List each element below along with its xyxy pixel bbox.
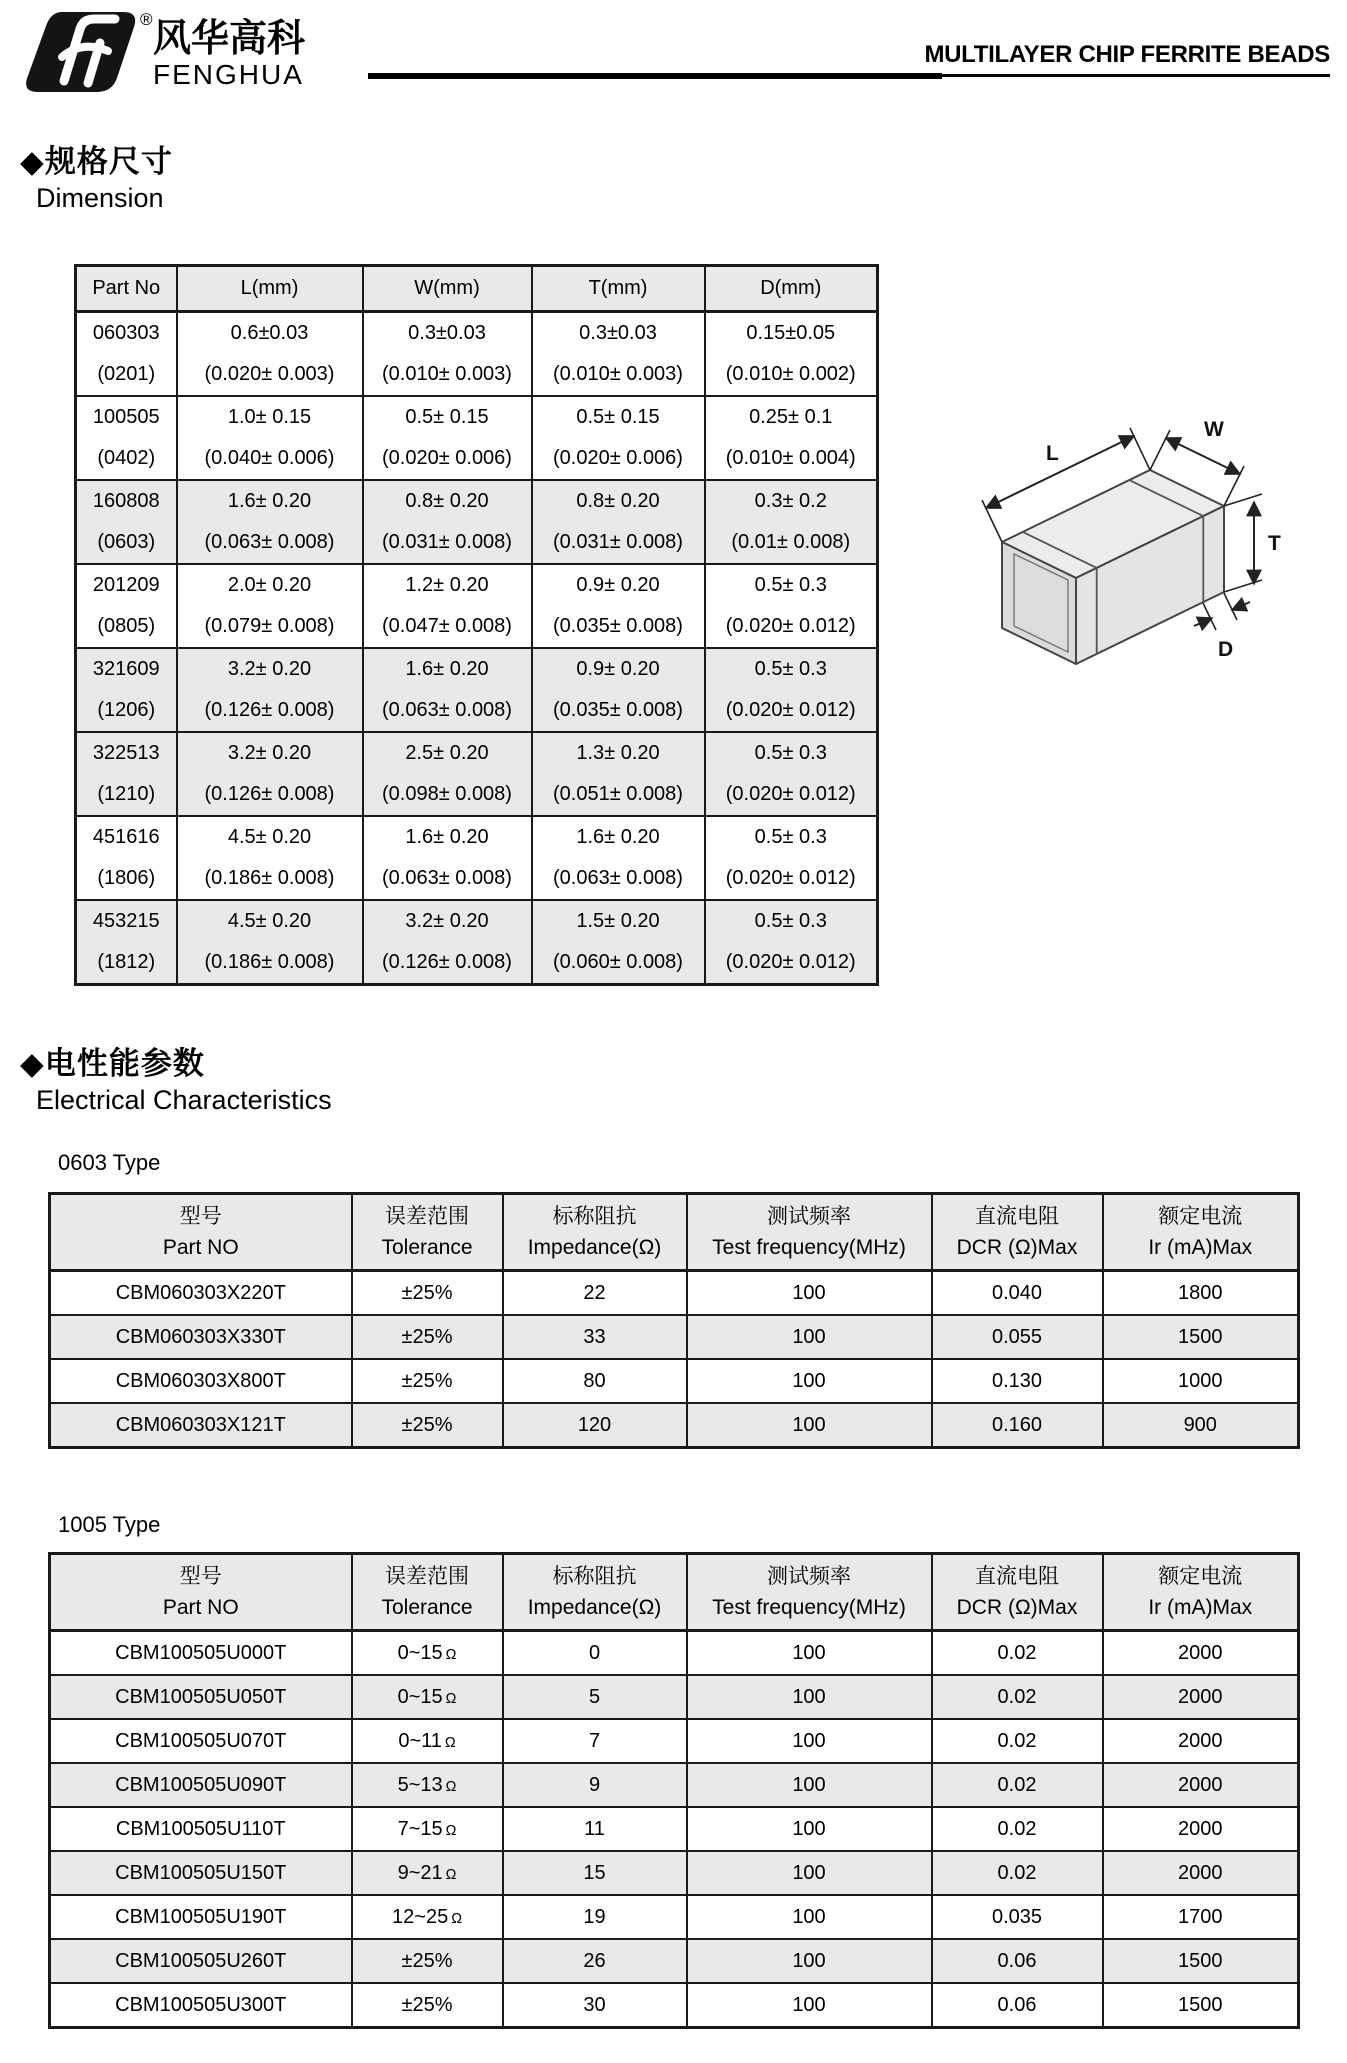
dimension-cell [532,564,705,648]
dimension-cell-line: 100505 [92,406,160,428]
dimension-cell [532,816,705,900]
spec-cell: ±25% [352,1359,503,1403]
spec-cell: 30 [503,1983,687,2028]
dimension-cell [76,564,177,648]
dimension-cell [76,732,177,816]
dimension-cell-line: 0.9± 0.20 [576,658,660,680]
spec-table-row [50,1939,1299,1983]
dimension-cell [177,648,363,732]
header-rule-thick [368,73,942,79]
dimension-cell-line: 0.9± 0.20 [576,574,660,596]
dimension-cell [363,816,532,900]
electrical-heading-cn: ◆电性能参数 [20,1046,205,1081]
dimension-table-row [76,900,878,985]
dimension-cell-line: (0.063± 0.008) [382,699,512,721]
spec-table-0603-body [50,1271,1299,1448]
dimension-cell-line: 0.5± 0.15 [576,406,660,428]
type-label-1005: 1005 Type [58,1512,161,1537]
dimension-cell-line: 0.5± 0.3 [754,826,827,848]
dimension-cell [76,900,177,985]
spec-cell: 120 [503,1403,687,1448]
spec-cell: 7~15 Ω [352,1807,503,1851]
dimension-cell [177,480,363,564]
spec-cell: 0.035 [932,1895,1103,1939]
dimension-table-row [76,564,878,648]
dimension-cell [363,480,532,564]
spec-cell: CBM100505U300T [50,1983,352,2028]
dimension-cell-line: (0.063± 0.008) [553,867,683,889]
dimension-cell [532,312,705,397]
spec-cell: CBM100505U110T [50,1807,352,1851]
dimension-cell-line: 1.0± 0.15 [227,406,312,428]
dimension-cell-line: (0.035± 0.008) [553,699,683,721]
spec-table-row [50,1719,1299,1763]
spec-cell: 5 [503,1675,687,1719]
chip-dimension-diagram [972,414,1317,676]
spec-header-row [50,1554,1299,1631]
dimension-cell-line: (0.010± 0.003) [553,363,683,385]
dimension-cell-line: 4.5± 0.20 [227,826,312,848]
dimension-cell-line: 0.25± 0.1 [749,406,833,428]
spec-table-row [50,1807,1299,1851]
column-header: 误差范围 Tolerance [352,1194,503,1271]
spec-cell: 2000 [1103,1763,1299,1807]
dimension-cell [705,312,878,397]
spec-cell: 0.055 [932,1315,1103,1359]
spec-cell: CBM100505U190T [50,1895,352,1939]
spec-cell: 0.130 [932,1359,1103,1403]
spec-cell: 2000 [1103,1719,1299,1763]
dimension-cell [705,732,878,816]
diagram-label-W: W [1204,418,1224,441]
dimension-cell [705,396,878,480]
dimension-table-row [76,312,878,397]
spec-cell: ±25% [352,1403,503,1448]
dimension-cell [363,312,532,397]
spec-cell: CBM100505U150T [50,1851,352,1895]
spec-cell: 100 [687,1315,932,1359]
dimension-cell-line: (0.098± 0.008) [382,783,512,805]
spec-cell: 11 [503,1807,687,1851]
column-header: 测试频率 Test frequency(MHz) [687,1554,932,1631]
spec-cell: 9~21 Ω [352,1851,503,1895]
dimension-heading-en: Dimension [36,183,164,213]
dimension-cell-line: 3.2± 0.20 [227,742,312,764]
spec-cell: 1500 [1103,1315,1299,1359]
dimension-cell-line: (0.010± 0.004) [725,447,856,469]
spec-cell: 100 [687,1895,932,1939]
dimension-cell-line: (0.079± 0.008) [204,615,335,637]
dimension-heading-cn: ◆规格尺寸 [20,144,173,179]
spec-cell: 1500 [1103,1939,1299,1983]
spec-cell: 12~25 Ω [352,1895,503,1939]
column-header: 额定电流 Ir (mA)Max [1103,1554,1299,1631]
dimension-cell [532,732,705,816]
spec-cell: 100 [687,1271,932,1316]
dimension-cell-line: (0.047± 0.008) [382,615,512,637]
dimension-cell [177,564,363,648]
dimension-cell-line: (0.01± 0.008) [731,531,851,553]
dimension-cell-line: 0.3± 0.2 [754,490,827,512]
spec-table-row [50,1895,1299,1939]
dimension-cell-line: (0201) [97,363,156,385]
spec-cell: 0 [503,1631,687,1676]
spec-cell: 1800 [1103,1271,1299,1316]
dimension-cell-line: (1812) [97,951,156,973]
dimension-cell-line: (0603) [97,531,156,553]
dimension-cell-line: 0.5± 0.15 [405,406,489,428]
dimension-cell-line: 321609 [92,658,160,680]
dimension-cell-line: (0.126± 0.008) [382,951,512,973]
dimension-cell-line: 1.6± 0.20 [405,658,489,680]
electrical-heading-en: Electrical Characteristics [36,1085,332,1115]
spec-cell: 2000 [1103,1675,1299,1719]
spec-table-row [50,1359,1299,1403]
dimension-cell-line: (0402) [97,447,156,469]
dimension-cell-line: (0.186± 0.008) [204,867,335,889]
column-header: 标称阻抗 Impedance(Ω) [503,1194,687,1271]
dimension-cell-line: 1.6± 0.20 [405,826,489,848]
dimension-cell-line: (0.126± 0.008) [204,783,335,805]
column-header: T(mm) [532,266,705,312]
spec-cell: 0.160 [932,1403,1103,1448]
dimension-cell-line: (0.186± 0.008) [204,951,335,973]
spec-table-1005 [48,1552,1300,2029]
column-header: 直流电阻 DCR (Ω)Max [932,1194,1103,1271]
dimension-cell [363,564,532,648]
dimension-cell-line: (0.020± 0.003) [204,363,335,385]
dimension-cell-line: (0.060± 0.008) [553,951,683,973]
spec-cell: 2000 [1103,1851,1299,1895]
column-header: D(mm) [705,266,878,312]
spec-cell: CBM100505U050T [50,1675,352,1719]
document-title: MULTILAYER CHIP FERRITE BEADS [924,41,1330,68]
spec-cell: 80 [503,1359,687,1403]
spec-cell: 26 [503,1939,687,1983]
spec-cell: 100 [687,1675,932,1719]
spec-cell: 7 [503,1719,687,1763]
spec-cell: 0~15 Ω [352,1631,503,1676]
dimension-cell-line: (0.031± 0.008) [553,531,683,553]
brand-name-english: FENGHUA [153,59,304,90]
spec-table-0603 [48,1192,1300,1449]
spec-header-row [50,1194,1299,1271]
dimension-cell [363,648,532,732]
spec-cell: CBM060303X330T [50,1315,352,1359]
dimension-cell-line: 0.5± 0.3 [754,910,827,932]
dimension-table-row [76,396,878,480]
dimension-cell-line: (0.020± 0.006) [382,447,512,469]
type-label-0603: 0603 Type [58,1150,161,1175]
dimension-cell-line: 1.5± 0.20 [576,910,660,932]
spec-cell: 100 [687,1939,932,1983]
spec-cell: 2000 [1103,1631,1299,1676]
spec-cell: 100 [687,1403,932,1448]
spec-table-row [50,1271,1299,1316]
dimension-cell-line: (0.020± 0.012) [725,699,856,721]
dimension-cell-line: 4.5± 0.20 [227,910,312,932]
spec-cell: 0.02 [932,1631,1103,1676]
dimension-cell-line: 0.15±0.05 [746,322,836,344]
dimension-cell [177,900,363,985]
dimension-table-row [76,732,878,816]
spec-cell: 22 [503,1271,687,1316]
spec-cell: 0.02 [932,1719,1103,1763]
column-header: 标称阻抗 Impedance(Ω) [503,1554,687,1631]
dimension-cell [76,480,177,564]
dimension-cell [76,816,177,900]
dimension-cell-line: 2.5± 0.20 [405,742,489,764]
dimension-cell [177,816,363,900]
dimension-cell [76,396,177,480]
dimension-cell-line: 201209 [92,574,160,596]
spec-cell: 1500 [1103,1983,1299,2028]
dimension-cell-line: 0.5± 0.3 [754,742,827,764]
spec-cell: CBM060303X121T [50,1403,352,1448]
diagram-label-D: D [1218,638,1234,661]
dimension-cell [532,480,705,564]
spec-cell: ±25% [352,1939,503,1983]
spec-cell: 1000 [1103,1359,1299,1403]
dimension-cell-line: 1.6± 0.20 [227,490,312,512]
dimension-cell-line: (0.020± 0.012) [725,783,856,805]
spec-cell: ±25% [352,1315,503,1359]
dimension-cell-line: (0.051± 0.008) [553,783,683,805]
dimension-cell [177,396,363,480]
column-header: 直流电阻 DCR (Ω)Max [932,1554,1103,1631]
spec-cell: 9 [503,1763,687,1807]
spec-cell: 100 [687,1983,932,2028]
dimension-cell-line: (0.031± 0.008) [382,531,512,553]
spec-table-row [50,1315,1299,1359]
dimension-cell-line: (0805) [97,615,156,637]
column-header: W(mm) [363,266,532,312]
column-header: 测试频率 Test frequency(MHz) [687,1194,932,1271]
spec-cell: ±25% [352,1271,503,1316]
spec-cell: 100 [687,1631,932,1676]
spec-cell: 0~15 Ω [352,1675,503,1719]
spec-cell: CBM100505U000T [50,1631,352,1676]
dimension-cell [705,900,878,985]
dimension-cell-line: (1206) [97,699,156,721]
dimension-cell [532,648,705,732]
dimension-cell-line: 0.8± 0.20 [405,490,489,512]
spec-cell: 33 [503,1315,687,1359]
spec-table-row [50,1675,1299,1719]
dimension-cell-line: 1.2± 0.20 [405,574,489,596]
spec-cell: ±25% [352,1983,503,2028]
column-header: L(mm) [177,266,363,312]
dimension-cell [363,732,532,816]
spec-cell: 5~13 Ω [352,1763,503,1807]
column-header: 误差范围 Tolerance [352,1554,503,1631]
column-header: Part No [76,266,177,312]
dimension-cell-line: (0.010± 0.003) [382,363,512,385]
fenghua-logo-icon [26,10,138,94]
dimension-cell-line: (1806) [97,867,156,889]
dimension-cell-line: 0.3±0.03 [579,322,657,344]
spec-table-row [50,1763,1299,1807]
dimension-cell-line: 0.5± 0.3 [754,574,827,596]
dimension-cell [363,900,532,985]
spec-cell: 100 [687,1851,932,1895]
header-rule-thin [940,74,1330,77]
dimension-table [74,264,879,986]
dimension-cell-line: 060303 [92,322,160,344]
dimension-cell-line: (0.010± 0.002) [725,363,856,385]
dimension-table-row [76,648,878,732]
registered-trademark-symbol: ® [140,10,153,29]
dimension-cell-line: 3.2± 0.20 [227,658,312,680]
spec-cell: 2000 [1103,1807,1299,1851]
dimension-cell-line: (0.040± 0.006) [204,447,335,469]
brand-name-chinese: 风华高科 [153,18,306,60]
dimension-cell-line: (1210) [97,783,156,805]
dimension-cell [705,480,878,564]
dimension-cell-line: 0.8± 0.20 [576,490,660,512]
spec-table-row [50,1631,1299,1676]
dimension-cell [76,312,177,397]
column-header: 额定电流 Ir (mA)Max [1103,1194,1299,1271]
spec-table-row [50,1403,1299,1448]
dimension-table-row [76,480,878,564]
spec-cell: 0.02 [932,1851,1103,1895]
dimension-cell-line: 451616 [92,826,160,848]
dimension-cell [705,564,878,648]
dimension-cell-line: 0.5± 0.3 [754,658,827,680]
spec-cell: 100 [687,1807,932,1851]
dimension-table-body [76,312,878,985]
spec-cell: CBM060303X220T [50,1271,352,1316]
dimension-cell-line: 322513 [92,742,160,764]
spec-table-1005-body [50,1631,1299,2028]
diagram-label-T: T [1268,532,1281,555]
dimension-cell [532,900,705,985]
column-header: 型号 Part NO [50,1554,352,1631]
dimension-cell-line: (0.020± 0.012) [725,951,856,973]
column-header: 型号 Part NO [50,1194,352,1271]
spec-cell: 100 [687,1763,932,1807]
spec-cell: 0.02 [932,1807,1103,1851]
spec-cell: 0.06 [932,1983,1103,2028]
dimension-cell-line: 0.6±0.03 [230,322,309,344]
dimension-cell-line: 1.6± 0.20 [576,826,660,848]
dimension-cell-line: (0.063± 0.008) [204,531,335,553]
spec-cell: 15 [503,1851,687,1895]
dimension-cell-line: (0.020± 0.012) [725,867,856,889]
spec-cell: CBM100505U260T [50,1939,352,1983]
dimension-cell [177,312,363,397]
spec-cell: 0~11 Ω [352,1719,503,1763]
dimension-cell-line: (0.063± 0.008) [382,867,512,889]
dimension-cell [177,732,363,816]
dimension-cell-line: (0.020± 0.006) [553,447,683,469]
diagram-label-L: L [1046,442,1059,465]
spec-cell: 100 [687,1719,932,1763]
dimension-cell-line: (0.126± 0.008) [204,699,335,721]
dimension-cell [363,396,532,480]
dimension-cell-line: 160808 [92,490,160,512]
dimension-cell-line: 3.2± 0.20 [405,910,489,932]
dimension-cell-line: 453215 [92,910,160,932]
dimension-header-row [76,266,878,312]
dimension-cell-line: 2.0± 0.20 [227,574,312,596]
spec-cell: 19 [503,1895,687,1939]
dimension-cell-line: (0.035± 0.008) [553,615,683,637]
dimension-cell [76,648,177,732]
dimension-cell [705,648,878,732]
dimension-cell [532,396,705,480]
dimension-cell-line: 1.3± 0.20 [576,742,660,764]
dimension-table-row [76,816,878,900]
spec-cell: 0.06 [932,1939,1103,1983]
spec-cell: 100 [687,1359,932,1403]
spec-table-row [50,1851,1299,1895]
spec-table-row [50,1983,1299,2028]
spec-cell: 1700 [1103,1895,1299,1939]
spec-cell: 0.02 [932,1763,1103,1807]
spec-cell: CBM100505U070T [50,1719,352,1763]
dimension-cell [705,816,878,900]
spec-cell: 0.040 [932,1271,1103,1316]
spec-cell: 0.02 [932,1675,1103,1719]
spec-cell: CBM100505U090T [50,1763,352,1807]
spec-cell: CBM060303X800T [50,1359,352,1403]
dimension-cell-line: 0.3±0.03 [408,322,486,344]
brand-block [153,20,305,89]
dimension-cell-line: (0.020± 0.012) [725,615,856,637]
spec-cell: 900 [1103,1403,1299,1448]
